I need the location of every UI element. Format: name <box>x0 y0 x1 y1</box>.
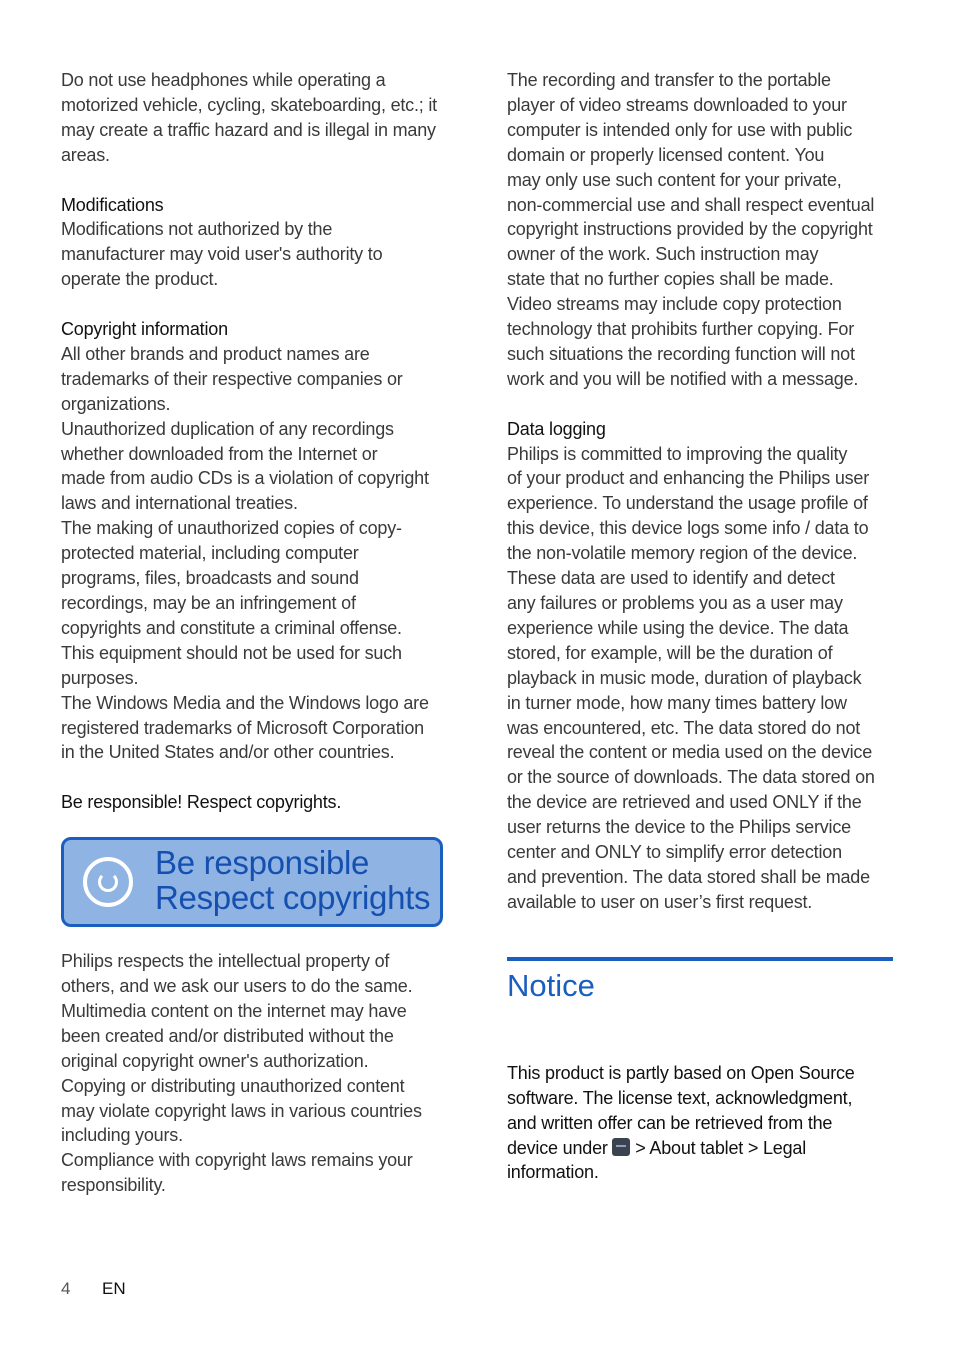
modifications-body <box>61 217 453 292</box>
text-line: others, and we ask our users to do the same. <box>61 976 413 997</box>
text-line: computer is intended only for use with public <box>507 119 853 140</box>
text-line: the non-volatile memory region of the device. <box>507 543 858 564</box>
text-line: laws and international treaties. <box>61 493 298 514</box>
respect-copyrights-heading: Be responsible! Respect copyrights. <box>61 792 342 813</box>
text-line: software. The license text, acknowledgment, <box>507 1087 853 1108</box>
text-line: Philips is committed to improving the quality <box>507 443 848 464</box>
page-number: 4 <box>61 1279 71 1298</box>
text-line: been created and/or distributed without the <box>61 1025 394 1046</box>
headphones-warning <box>61 68 453 168</box>
text-line: Do not use headphones while operating a <box>61 70 386 90</box>
copyright-body <box>61 342 453 765</box>
language-code: EN <box>102 1279 126 1298</box>
settings-app-icon <box>612 1138 630 1156</box>
text-line: the device are retrieved and used ONLY if the <box>507 792 862 813</box>
text-line: state that no further copies shall be made. <box>507 269 834 290</box>
text-line: This product is partly based on Open Source <box>507 1062 855 1083</box>
text-line: These data are used to identify and detect <box>507 568 835 589</box>
text-line: purposes. <box>61 667 139 688</box>
data-logging-body <box>507 442 897 915</box>
text-line: work and you will be notified with a message. <box>507 368 859 389</box>
left-column <box>61 68 453 1198</box>
text-line: center and ONLY to simplify error detection <box>507 842 842 863</box>
notice-body <box>507 1061 897 1186</box>
text-line: in the United States and/or other countries. <box>61 742 395 763</box>
text-line: The Windows Media and the Windows logo are <box>61 692 429 713</box>
text-line: owner of the work. Such instruction may <box>507 244 819 265</box>
text-line: technology that prohibits further copying. For <box>507 319 854 340</box>
text-line: user returns the device to the Philips service <box>507 817 851 838</box>
text-line: manufacturer may void user's authority to <box>61 244 383 265</box>
text-line: Compliance with copyright laws remains your <box>61 1150 413 1171</box>
copyright-heading: Copyright information <box>61 319 228 340</box>
philips-respects-body <box>61 949 453 1198</box>
text-line: playback in music mode, duration of playback <box>507 667 862 688</box>
text-line: may create a traffic hazard and is illegal in many <box>61 119 436 140</box>
text-line: whether downloaded from the Internet or <box>61 443 378 464</box>
text-line: Modifications not authorized by the <box>61 219 333 240</box>
modifications-heading: Modifications <box>61 194 164 215</box>
text-line: Video streams may include copy protection <box>507 294 842 315</box>
text-line: reveal the content or media used on the device <box>507 742 873 763</box>
text-line: of your product and enhancing the Philips user <box>507 468 870 489</box>
text-line <box>507 1160 897 1185</box>
text-line: or the source of downloads. The data stored on <box>507 767 875 788</box>
text-line: motorized vehicle, cycling, skateboarding, etc.; it <box>61 94 437 115</box>
text-line: this device, this device logs some info / data to <box>507 518 869 539</box>
notice-divider <box>507 957 893 961</box>
text-line: available to user on user’s first request. <box>507 891 813 912</box>
text-line: made from audio CDs is a violation of copyright <box>61 468 429 489</box>
text-line: registered trademarks of Microsoft Corporation <box>61 717 424 738</box>
text-line: Philips respects the intellectual property of <box>61 951 390 972</box>
text-line: stored, for example, will be the duration of <box>507 642 833 663</box>
text-fragment: . <box>593 1162 599 1183</box>
data-logging-heading: Data logging <box>507 418 606 439</box>
text-line: and prevention. The data stored shall be made <box>507 866 870 887</box>
text-line: player of video streams downloaded to your <box>507 94 847 115</box>
text-line: in turner mode, how many times battery low <box>507 692 847 713</box>
recording-transfer-body <box>507 68 897 392</box>
text-line: Unauthorized duplication of any recordings <box>61 418 394 439</box>
text-line: Multimedia content on the internet may have <box>61 1000 407 1021</box>
power-icon <box>83 857 133 907</box>
text-line: domain or properly licensed content. You <box>507 144 825 165</box>
text-line: copyright instructions provided by the copyright <box>507 219 873 240</box>
banner-text <box>155 845 430 915</box>
right-column <box>507 68 897 1185</box>
text-line: The recording and transfer to the portable <box>507 70 831 90</box>
text-line: All other brands and product names are <box>61 343 370 364</box>
text-line: trademarks of their respective companies or <box>61 368 403 389</box>
text-line: The making of unauthorized copies of copy- <box>61 518 402 539</box>
text-line: non-commercial use and shall respect eventual <box>507 194 875 215</box>
page-footer <box>61 1279 126 1299</box>
text-line: recordings, may be an infringement of <box>61 593 356 613</box>
notice-title: Notice <box>507 967 595 1003</box>
text-line: may violate copyright laws in various countries <box>61 1100 422 1121</box>
text-line: any failures or problems you as a user may <box>507 593 843 614</box>
text-line: organizations. <box>61 393 171 414</box>
text-line: was encountered, etc. The data stored do not <box>507 717 861 738</box>
text-line: programs, files, broadcasts and sound <box>61 568 359 589</box>
text-fragment: information <box>507 1162 594 1183</box>
text-line: original copyright owner's authorization. <box>61 1050 369 1071</box>
text-line: such situations the recording function will not <box>507 343 855 364</box>
text-fragment: device under <box>507 1137 613 1158</box>
text-line: copyrights and constitute a criminal offense. <box>61 617 402 638</box>
text-line: responsibility. <box>61 1175 166 1196</box>
text-line: experience. To understand the usage profile of <box>507 493 868 514</box>
banner-line: Respect copyrights <box>155 879 431 917</box>
text-line: including yours. <box>61 1125 183 1146</box>
text-fragment: > About tablet > Legal <box>630 1137 807 1158</box>
text-line: experience while using the device. The data <box>507 617 849 638</box>
banner-line: Be responsible <box>155 844 370 882</box>
text-line: protected material, including computer <box>61 543 359 564</box>
respect-copyrights-banner <box>61 837 443 927</box>
text-line: This equipment should not be used for such <box>61 642 402 663</box>
text-line: Copying or distributing unauthorized content <box>61 1075 405 1096</box>
text-line <box>507 1136 897 1161</box>
text-line: operate the product. <box>61 269 219 290</box>
text-line: and written offer can be retrieved from the <box>507 1112 833 1133</box>
text-line: areas. <box>61 144 110 165</box>
text-line: may only use such content for your private, <box>507 169 842 190</box>
